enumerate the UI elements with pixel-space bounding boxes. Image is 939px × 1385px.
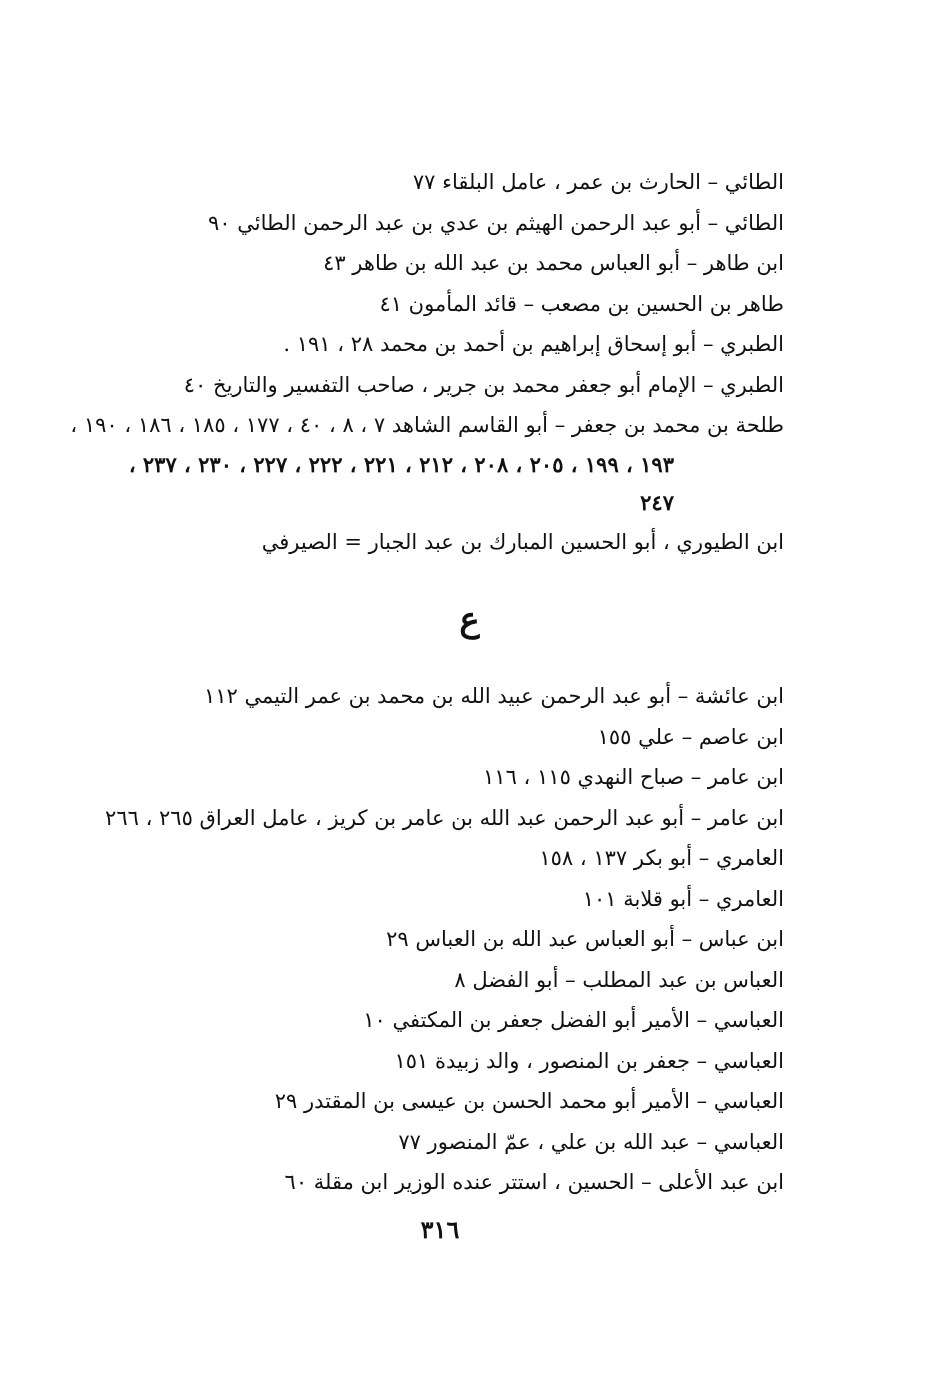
index-entry: ابن عائشة – أبو عبد الرحمن عبيد الله بن محمد بن عمر التيمي ١١٢ bbox=[203, 684, 784, 708]
index-entry: ابن الطيوري ، أبو الحسين المبارك بن عبد الجبار = الصيرفي bbox=[261, 529, 784, 554]
index-entry: ابن عباس – أبو العباس عبد الله بن العباس ٢٩ bbox=[386, 927, 784, 951]
index-entry: ابن طاهر – أبو العباس محمد بن عبد الله بن طاهر ٤٣ bbox=[323, 251, 784, 275]
index-entry: العباسي – جعفر بن المنصور ، والد زبيدة ١٥١ bbox=[394, 1048, 784, 1073]
index-entry: العباسي – عبد الله بن علي ، عمّ المنصور ٧٧ bbox=[398, 1129, 784, 1154]
index-entry: الطائي – الحارث بن عمر ، عامل البلقاء ٧٧ bbox=[412, 170, 784, 194]
index-entry: ابن عبد الأعلى – الحسين ، استتر عنده الوزير ابن مقلة ٦٠ bbox=[284, 1170, 784, 1194]
index-entry: العباسي – الأمير أبو الفضل جعفر بن المكتفي ١٠ bbox=[363, 1008, 784, 1032]
index-section-ain bbox=[104, 676, 784, 1203]
index-entry-continuation: ١٩٣ ، ١٩٩ ، ٢٠٥ ، ٢٠٨ ، ٢١٢ ، ٢٢١ ، ٢٢٢ ، ٢٢٧ ، ٢٣٠ ، ٢٣٧ ، bbox=[128, 451, 674, 477]
index-entry: طاهر بن الحسين بن مصعب – قائد المأمون ٤١ bbox=[379, 291, 784, 316]
index-entry: ابن عامر – صباح النهدي ١١٥ ، ١١٦ bbox=[483, 765, 784, 789]
index-entry: ابن عاصم – علي ١٥٥ bbox=[597, 724, 784, 749]
index-entry: العامري – أبو قلابة ١٠١ bbox=[582, 886, 784, 911]
index-entry: طلحة بن محمد بن جعفر – أبو القاسم الشاهد ٧ ، ٨ ، ٤٠ ، ١٧٧ ، ١٨٥ ، ١٨٦ ، ١٩٠ ، bbox=[70, 413, 784, 437]
index-entry: العباس بن عبد المطلب – أبو الفضل ٨ bbox=[454, 967, 784, 992]
index-entry-continuation: ٢٤٧ bbox=[640, 489, 674, 515]
section-letter-heading: ع bbox=[459, 600, 480, 640]
index-entry: الطائي – أبو عبد الرحمن الهيثم بن عدي بن عبد الرحمن الطائي ٩٠ bbox=[208, 210, 784, 235]
index-section-ta bbox=[70, 162, 784, 562]
index-entry: ابن عامر – أبو عبد الرحمن عبد الله بن عامر بن كريز ، عامل العراق ٢٦٥ ، ٢٦٦ bbox=[105, 805, 784, 830]
page-number: ٣١٦ bbox=[420, 1215, 460, 1244]
index-entry: الطبري – أبو إسحاق إبراهيم بن أحمد بن محمد ٢٨ ، ١٩١ . bbox=[283, 332, 784, 356]
index-entry: العامري – أبو بكر ١٣٧ ، ١٥٨ bbox=[539, 846, 784, 870]
index-entry: العباسي – الأمير أبو محمد الحسن بن عيسى بن المقتدر ٢٩ bbox=[274, 1089, 784, 1113]
index-entry: الطبري – الإمام أبو جعفر محمد بن جرير ، صاحب التفسير والتاريخ ٤٠ bbox=[183, 372, 784, 397]
